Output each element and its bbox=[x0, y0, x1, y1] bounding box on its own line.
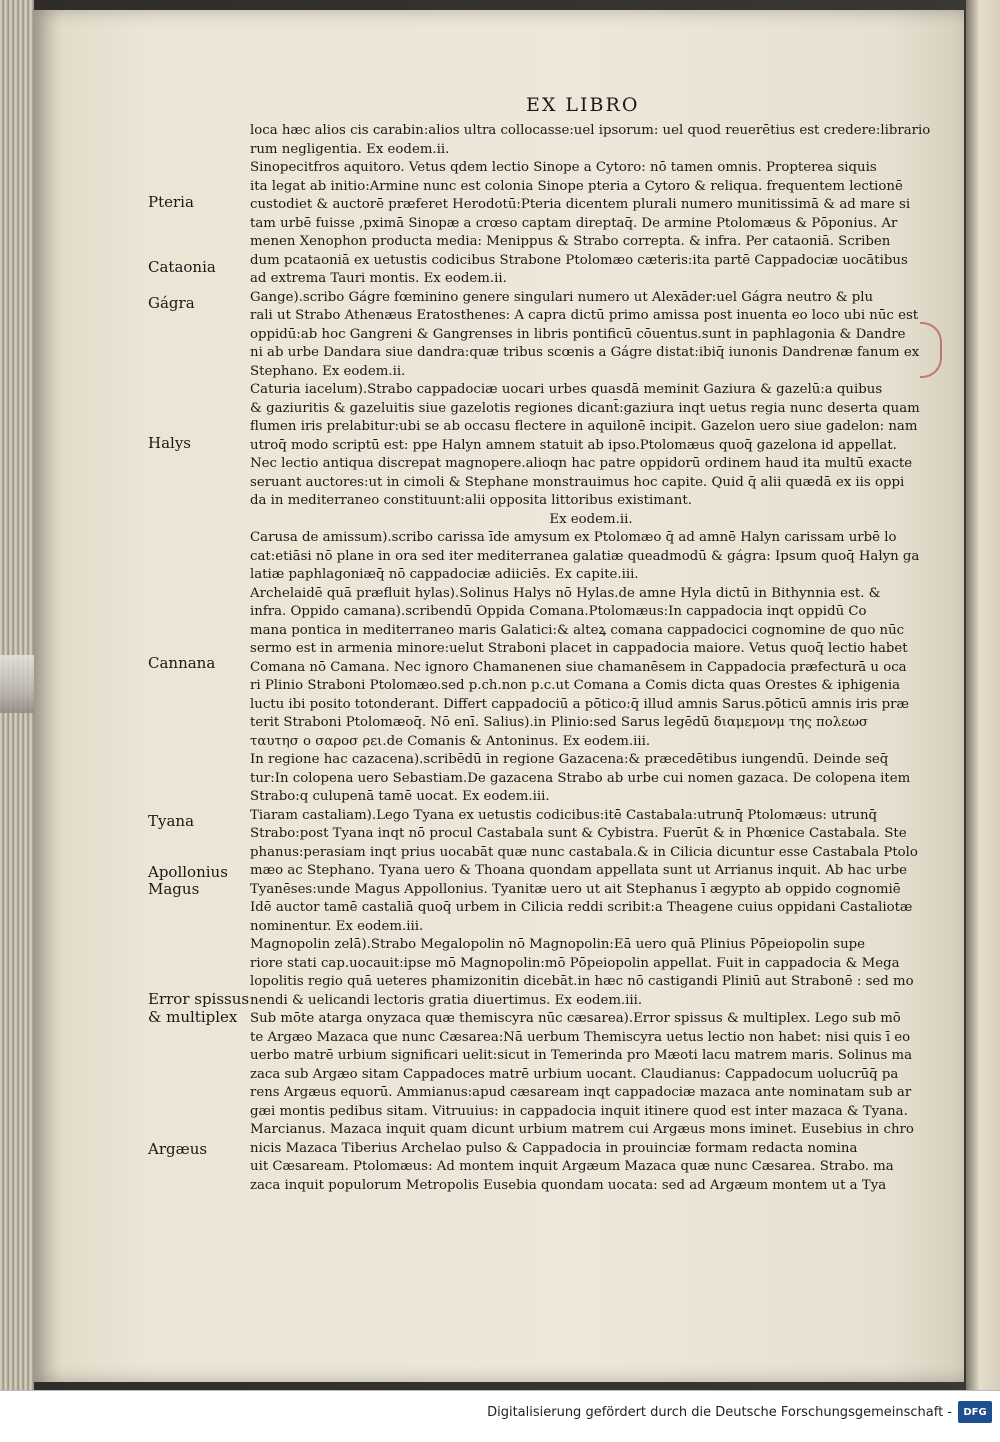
text-line: latiæ paphlagoniæq̄ nō cappadociæ adiiciēs. Ex capite.iii. bbox=[250, 567, 639, 582]
text-line: ad extrema Tauri montis. Ex eodem.ii. bbox=[250, 271, 507, 286]
text-line: Tiaram castaliam).Lego Tyana ex uetustis codicibus:itē Castabala:utrunq̄ Ptolomæus: utrunq̄ bbox=[250, 807, 878, 823]
footer-bar bbox=[0, 1390, 1000, 1442]
text-line: Tyanēses:unde Magus Appollonius. Tyanitæ uero ut ait Stephanus ī ægypto ab oppido cognomiē bbox=[250, 881, 901, 897]
text-line: ταυτησ ο σαροσ ρει.de Comanis & Antoninus. Ex eodem.iii. bbox=[250, 733, 651, 749]
text-line: rum negligentia. Ex eodem.ii. bbox=[250, 141, 450, 157]
running-head: EX LIBRO bbox=[526, 94, 640, 116]
text-line: Magnopolin zelā).Strabo Megalopolin nō Magnopolin:Eā uero quā Plinius Pōpeiopolin supe bbox=[250, 937, 866, 952]
text-line: tam urbē fuisse ,pximā Sinopæ a crœso captam direptaq̄. De armine Ptolomæus & Pōponius. Ar bbox=[250, 215, 898, 231]
text-line: gæi montis pedibus sitam. Vitruuius: in cappadocia inquit itinere quod est inter mazaca & Tyana. bbox=[250, 1103, 908, 1119]
text-line: Sub mōte atarga onyzaca quæ themiscyra nūc cæsarea).Error spissus & multiplex. Lego sub mō bbox=[250, 1011, 901, 1026]
margin-note-cannana: Cannana bbox=[148, 654, 216, 672]
body-text bbox=[250, 122, 932, 1195]
text-line: mana pontica in mediterraneo maris Galatici:& alteꝝ comana cappadocici cognomine de quo nūc bbox=[250, 622, 905, 638]
text-line: Comana nō Camana. Nec ignoro Chamanenen siue chamanēsem in Cappadocia præfecturā u oca bbox=[250, 659, 907, 675]
text-line: Sinopecitfros aquitoro. Vetus qdem lectio Sinope a Cytoro: nō tamen omnis. Propterea siquis bbox=[250, 160, 877, 175]
text-line: nendi & uelicandi lectoris gratia diuertimus. Ex eodem.iii. bbox=[250, 992, 643, 1008]
margin-note-argaeus: Argæus bbox=[148, 1140, 208, 1158]
text-line: loca hæc alios cis carabin:alios ultra collocasse:uel ipsorum: uel quod reuerētius est credere:librario bbox=[250, 123, 931, 138]
text-line: tur:In colopena uero Sebastiam.De gazacena Strabo ab urbe cui nomen gazaca. De colopena item bbox=[250, 770, 911, 786]
text-line: utroq̄ modo scriptū est: ppe Halyn amnem statuit ab ipso.Ptolomæus quoq̄ gazelona id appellat. bbox=[250, 437, 897, 453]
margin-note-cataonia: Cataonia bbox=[148, 258, 216, 276]
text-line: uit Cæsaream. Ptolomæus: Ad montem inquit Argæum Mazaca quæ nunc Cæsarea. Strabo. ma bbox=[250, 1159, 894, 1174]
margin-note-halys: Halys bbox=[148, 434, 191, 452]
page-edge-right bbox=[966, 0, 1000, 1390]
text-line: dum pcataoniā ex uetustis codicibus Strabone Ptolomæo cæteris:ita partē Cappadociæ uocātibus bbox=[250, 252, 908, 268]
dfg-logo: DFG bbox=[958, 1401, 992, 1423]
text-line: & gaziuritis & gazeluitis siue gazelotis regiones dicant̄:gaziura inqt uetus regia nunc deserta quam bbox=[250, 400, 920, 416]
margin-note-magus: Magus bbox=[148, 880, 200, 898]
text-line: menen Xenophon producta media: Menippus & Strabo correpta. & infra. Per cataoniā. Scriben bbox=[250, 234, 891, 249]
text-line: Strabo:q culupenā tamē uocat. Ex eodem.iii. bbox=[250, 789, 550, 804]
text-line: mæo ac Stephano. Tyana uero & Thoana quondam appellata sunt ut Arrianus inquit. Ab hac urbe bbox=[250, 863, 907, 878]
text-line: Nec lectio antiqua discrepat magnopere.alioqn hac patre oppidorū ordinem haud ita multū exacte bbox=[250, 456, 913, 471]
text-line: Stephano. Ex eodem.ii. bbox=[250, 363, 406, 379]
text-line: Gange).scribo Gágre fœminino genere singulari numero ut Alexāder:uel Gágra neutro & plu bbox=[250, 289, 874, 305]
text-line: Ex eodem.ii. bbox=[549, 511, 633, 527]
text-line: zaca inquit populorum Metropolis Eusebia quondam uocata: sed ad Argæum montem ut a Tya bbox=[250, 1177, 887, 1193]
margin-note-gagra: Gágra bbox=[148, 294, 195, 312]
text-line: phanus:perasiam inqt prius uocabāt quæ nunc castabala.& in Cilicia dicuntur esse Castabala Ptolo bbox=[250, 844, 918, 860]
text-line: oppidū:ab hoc Gangreni & Gangrenses in libris pontificū cōuentus.sunt in paphlagonia & Dandre bbox=[250, 326, 906, 342]
text-line: Carusa de amissum).scribo carissa īde amysum ex Ptolomæo q̄ ad amnē Halyn carissam urbē lo bbox=[250, 530, 897, 545]
text-line: Caturia iacelum).Strabo cappadociæ uocari urbes quasdā meminit Gaziura & gazelū:a quibus bbox=[250, 382, 883, 397]
text-line: Idē auctor tamē castaliā quoq̄ urbem in Cilicia reddi scribit:a Theagene cuius oppidani Castaliotæ bbox=[250, 900, 913, 915]
text-line: In regione hac cazacena).scribēdū in regione Gazacena:& præcedētibus iungendū. Deinde seq̄ bbox=[250, 752, 889, 767]
text-line: lopolitis regio quā ueteres phamizonitin dicebāt.in hæc nō castigandi Pliniū aut Strabonē : sed mo bbox=[250, 974, 914, 989]
margin-note-error: Error spissus bbox=[148, 990, 250, 1008]
text-line: infra. Oppido camana).scribendū Oppida Comana.Ptolomæus:In cappadocia inqt oppidū Co bbox=[250, 604, 867, 619]
margin-note-multiplex: & multiplex bbox=[148, 1008, 238, 1026]
margin-note-pteria: Pteria bbox=[148, 193, 194, 211]
text-line: rens Argæus equorū. Ammianus:apud cæsaream inqt cappadociæ mazaca ante nominatam sub ar bbox=[250, 1085, 912, 1100]
text-line: flumen iris prelabitur:ubi se ab occasu flectere in aquilonē incipit. Gazelon uero siue gadelon: nam bbox=[250, 419, 918, 434]
text-line: ri Plinio Straboni Ptolomæo.sed p.ch.non p.c.ut Comana a Comis dicta quas Orestes & iphigenia bbox=[250, 678, 901, 693]
text-line: luctu ibi posito totonderant. Differt cappadociū a pōtico:q̄ illud amnis Sarus.pōticū amnis iris præ bbox=[250, 696, 910, 712]
text-line: zaca sub Argæo sitam Cappadoces matrē urbium uocant. Claudianus: Cappadocum uolucrūq̄ pa bbox=[250, 1066, 899, 1082]
text-line: cat:etiāsi nō plane in ora sed iter mediterranea galatiæ queadmodū & gágra: Ipsum quoq̄ Halyn ga bbox=[250, 548, 920, 564]
text-line: uerbo matrē urbium significari uelit:sicut in Temerinda pro Mæoti lacu matrem maris. Solinus ma bbox=[250, 1048, 913, 1063]
text-line: nominentur. Ex eodem.iii. bbox=[250, 918, 424, 934]
text-line: riore stati cap.uocauit:ipse mō Magnopolin:mō Pōpeiopolin appellat. Fuit in cappadocia & Mega bbox=[250, 955, 900, 971]
text-line: custodiet & auctorē præferet Herodotū:Pteria dicentem plurali numero munitissimā & ad mare si bbox=[250, 197, 911, 212]
margin-note-apollonius: Apollonius bbox=[148, 863, 228, 881]
text-line: seruant auctores:ut in cimoli & Stephane monstrauimus hoc capite. Quid q̄ alii quædā ex iis oppi bbox=[250, 474, 905, 490]
text-line: Marcianus. Mazaca inquit quam dicunt urbium matrem cui Argæus mons iminet. Eusebius in chro bbox=[250, 1122, 914, 1137]
text-line: Strabo:post Tyana inqt nō procul Castabala sunt & Cybistra. Fuerūt & in Phœnice Castabala. Ste bbox=[250, 826, 907, 841]
text-line: te Argæo Mazaca que nunc Cæsarea:Nā uerbum Themiscyra uetus lectio non habet: nisi quis ī eo bbox=[250, 1029, 911, 1045]
text-line: sermo est in armenia minore:uelut Straboni placet in cappadocia maiore. Vetus quoq̄ lectio habet bbox=[250, 641, 908, 656]
text-line: rali ut Strabo Athenæus Eratosthenes: A capra dictū primo amissa post inuenta eo loco ubi nūc est bbox=[250, 308, 919, 323]
margin-note-tyana: Tyana bbox=[148, 812, 195, 830]
text-line: nicis Mazaca Tiberius Archelao pulso & Cappadocia in prouinciæ formam redacta nomina bbox=[250, 1140, 858, 1156]
text-line: da in mediterraneo constituunt:alii opposita littoribus existimant. bbox=[250, 493, 692, 508]
text-line: Archelaidē quā præfluit hylas).Solinus Halys nō Hylas.de amne Hyla dictū in Bithynnia est. & bbox=[250, 585, 881, 601]
footer-credit: Digitalisierung gefördert durch die Deutsche Forschungsgemeinschaft - bbox=[487, 1405, 952, 1420]
text-line: terit Straboni Ptolomæoq̄. Nō enī. Salius).in Plinio:sed Sarus legēdū διαμεμονμ της πολεωσ bbox=[250, 715, 869, 730]
text-line: ita legat ab initio:Armine nunc est colonia Sinope pteria a Cytoro & reliqua. frequentem lectionē bbox=[250, 178, 903, 194]
text-line: ni ab urbe Dandara siue dandra:quæ tribus scœnis a Gágre distat:ibiq̄ iunonis Dandrenæ fanum ex bbox=[250, 345, 920, 360]
